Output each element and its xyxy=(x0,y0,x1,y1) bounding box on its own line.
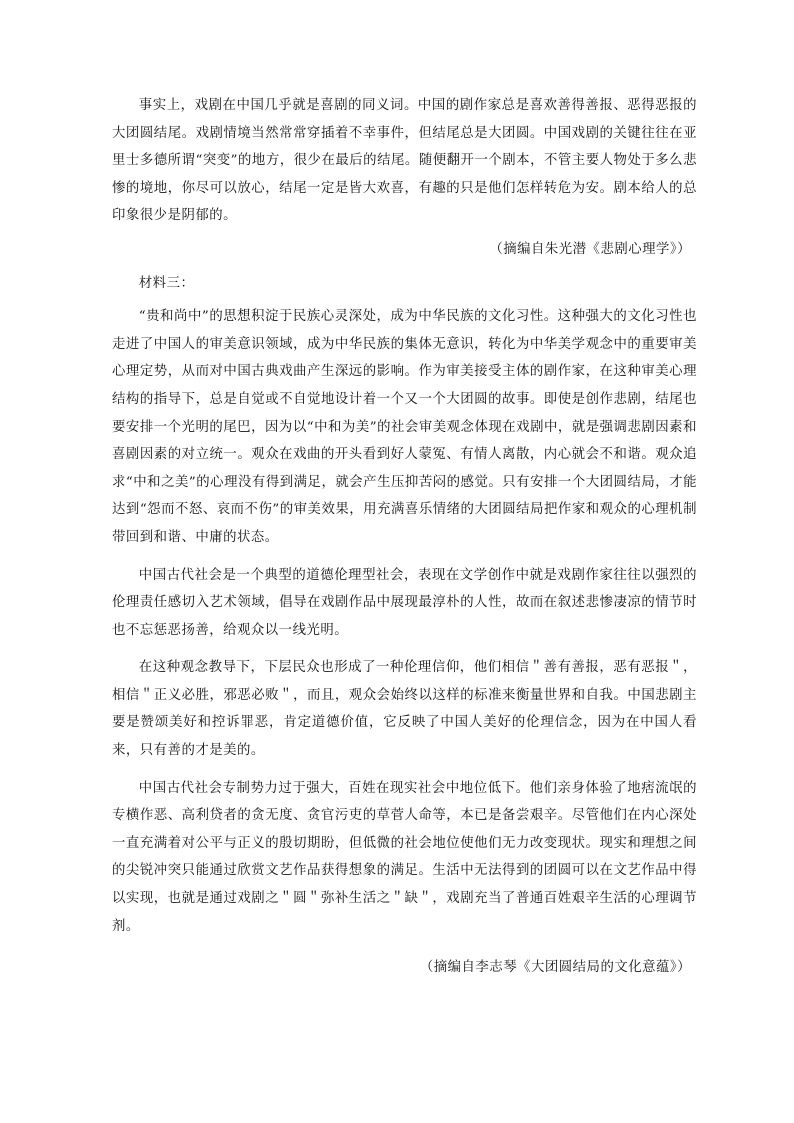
source-attribution-2: （摘编自李志琴《大团圆结局的文化意蕴》） xyxy=(419,960,691,976)
paragraph-2: “贵和尚中”的思想积淀于民族心灵深处，成为中华民族的文化习性。这种强大的文化习性也走进了中国人的审美意识领域，成为中华民族的集体无意识，转化为中华美学观念中的重要审美心理定势，从而对中国古典戏曲产生深远的影响。作为审美接受主体的剧作家，在这种审美心理结构的指导下，总是自觉或不自觉地设计着一个又一个大团圆的故事。即使是创作悲剧，结尾也要安排一个光明的尾巴，因为以“中和为美”的社会审美观念体现在戏剧中，就是强调悲剧因素和喜剧因素的对立统一。观众在戏曲的开头看到好人蒙冤、有情人离散，内心就会不和谐。观众追求“中和之美”的心理没有得到满足，就会产生压抑苦闷的感觉。只有安排一个大团圆结局，才能达到“怨而不怒、哀而不伤”的审美效果，用充满喜乐情绪的大团圆结局把作家和观众的心理机制带回到和谐、中庸的状态。 xyxy=(112,309,697,545)
document-page xyxy=(112,92,697,982)
paragraph-1: 事实上，戏剧在中国几乎就是喜剧的同义词。中国的剧作家总是喜欢善得善报、恶得恶报的大团圆结尾。戏剧情境当然常常穿插着不幸事件，但结尾总是大团圆。中国戏剧的关键往往在亚里士多德所谓“突变”的地方，很少在最后的结尾。随便翻开一个剧本，不管主要人物处于多么悲惨的境地，你尽可以放心，结尾一定是皆大欢喜，有趣的只是他们怎样转危为安。剧本给人的总印象很少是阴郁的。 xyxy=(112,98,697,224)
paragraph-4: 在这种观念教导下，下层民众也形成了一种伦理信仰，他们相信＂善有善报，恶有恶报＂，相信＂正义必胜，邪恶必败＂，而且，观众会始终以这样的标准来衡量世界和自我。中国悲剧主要是赞颂美好和控诉罪恶，肯定道德价值，它反映了中国人美好的伦理信念，因为在中国人看来，只有善的才是美的。 xyxy=(112,660,697,759)
material-3-label: 材料三： xyxy=(138,275,195,291)
source-attribution-1: （摘编自朱光潜《悲剧心理学》） xyxy=(489,241,691,257)
paragraph-3: 中国古代社会是一个典型的道德伦理型社会，表现在文学创作中就是戏剧作家往往以强烈的伦理责任感切入艺术领域，倡导在戏剧作品中展现最淳朴的人性，故而在叙述悲惨凄凉的情节时也不忘惩恶扬善，给观众以一线光明。 xyxy=(112,567,697,638)
paragraph-5: 中国古代社会专制势力过于强大，百姓在现实社会中地位低下。他们亲身体验了地痞流氓的专横作恶、高利贷者的贪无度、贪官污吏的草菅人命等，本已是备尝艰辛。尽管他们在内心深处一直充满着对公平与正义的殷切期盼，但低微的社会地位使他们无力改变现状。现实和理想之间的尖锐冲突只能通过欣赏文艺作品获得想象的满足。生活中无法得到的团圆可以在文艺作品中得以实现，也就是通过戏剧之＂圆＂弥补生活之＂缺＂，戏剧充当了普通百姓艰辛生活的心理调节剂。 xyxy=(112,780,697,934)
